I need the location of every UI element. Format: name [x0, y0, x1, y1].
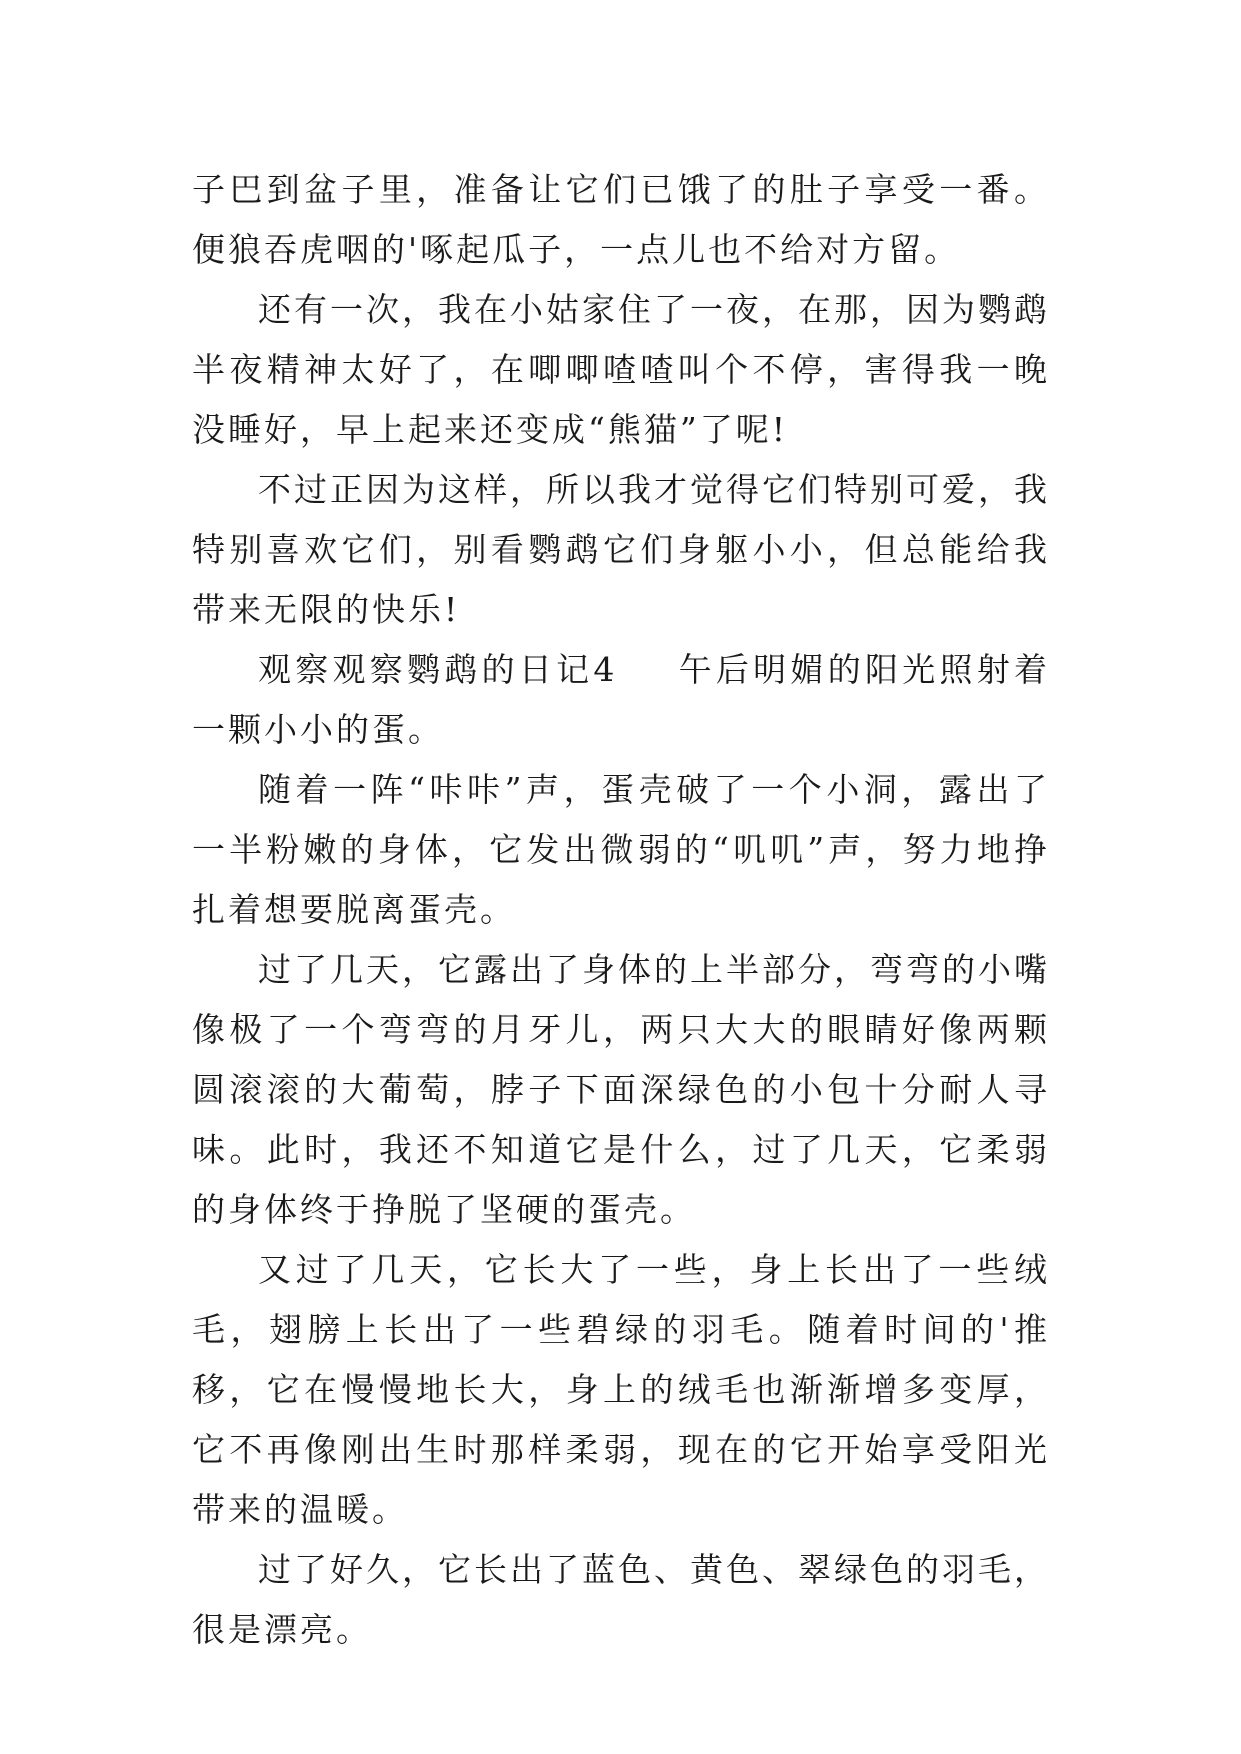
paragraph-6: 过了几天，它露出了身体的上半部分，弯弯的小嘴像极了一个弯弯的月牙儿，两只大大的眼睛好像两颗圆滚滚的大葡萄，脖子下面深绿色的小包十分耐人寻味。此时，我还不知道它是什么，过了几天，它柔弱的身体终于挣脱了坚硬的蛋壳。 — [192, 950, 1050, 1229]
paragraph-7: 又过了几天，它长大了一些，身上长出了一些绒毛，翅膀上长出了一些碧绿的羽毛。随着时间的'推移，它在慢慢地长大，身上的绒毛也渐渐增多变厚，它不再像刚出生时那样柔弱，现在的它开始享受阳光带来的温暖。 — [192, 1250, 1050, 1529]
paragraph-4 — [192, 640, 1050, 760]
paragraph-3: 不过正因为这样，所以我才觉得它们特别可爱，我特别喜欢它们，别看鹦鹉它们身躯小小，但总能给我带来无限的快乐! — [192, 470, 1050, 629]
paragraph-8: 过了好久，它长出了蓝色、黄色、翠绿色的羽毛，很是漂亮。 — [192, 1550, 1050, 1649]
paragraph-4-text: 午后明媚的阳光照射着一颗小小的蛋。 — [192, 650, 1051, 749]
diary-heading: 观察观察鹦鹉的日记4 — [258, 650, 618, 689]
document-body — [192, 160, 1050, 1660]
paragraph-5: 随着一阵“咔咔”声，蛋壳破了一个小洞，露出了一半粉嫩的身体，它发出微弱的“叽叽”声，努力地挣扎着想要脱离蛋壳。 — [192, 770, 1050, 929]
paragraph-1: 子巴到盆子里，准备让它们已饿了的肚子享受一番。便狼吞虎咽的'啄起瓜子，一点儿也不给对方留。 — [192, 170, 1050, 269]
paragraph-2: 还有一次，我在小姑家住了一夜，在那，因为鹦鹉半夜精神太好了，在唧唧喳喳叫个不停，害得我一晚没睡好，早上起来还变成“熊猫”了呢! — [192, 290, 1050, 449]
